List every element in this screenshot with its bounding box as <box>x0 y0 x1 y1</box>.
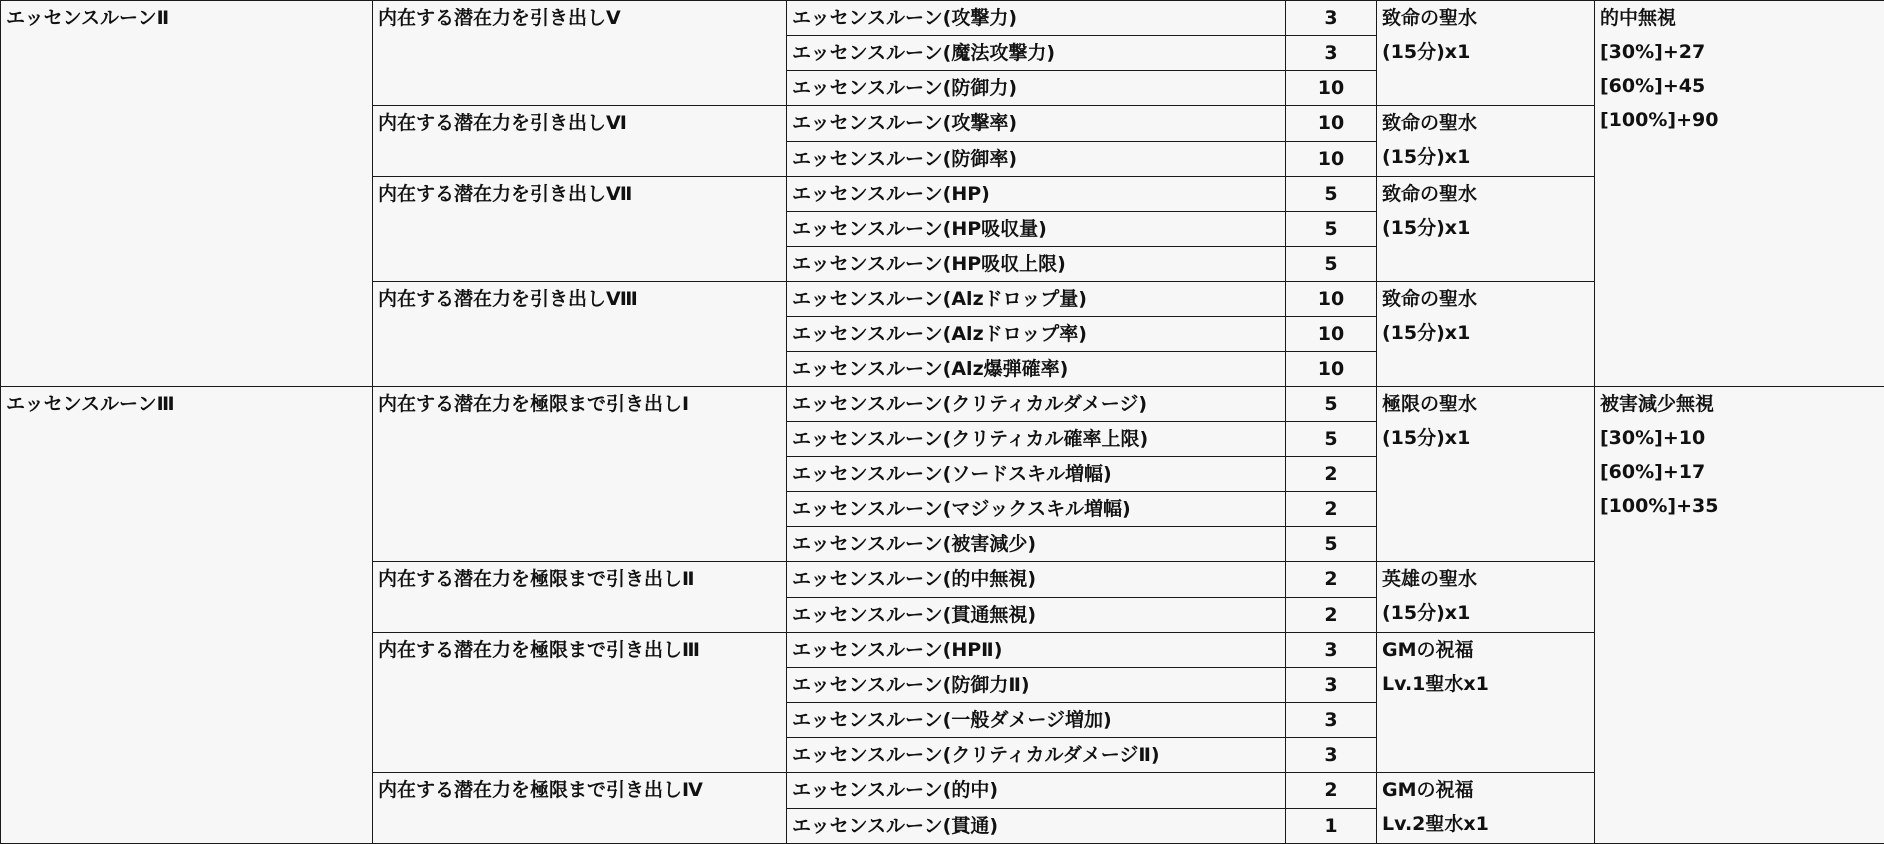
material-name-cell: エッセンスルーン(一般ダメージ増加) <box>787 703 1286 738</box>
material-name-cell: エッセンスルーン(Alzドロップ率) <box>787 317 1286 352</box>
material-count-cell: 2 <box>1286 457 1377 492</box>
reward-item-line: 致命の聖水 <box>1382 1 1589 35</box>
material-name-cell: エッセンスルーン(防御率) <box>787 141 1286 177</box>
material-name-cell: エッセンスルーン(攻撃率) <box>787 106 1286 142</box>
reward-item-cell <box>1377 177 1595 282</box>
material-count-cell: 5 <box>1286 527 1377 562</box>
reward-item-cell <box>1377 1 1595 106</box>
reward-item-cell <box>1377 106 1595 177</box>
bonus-line: [100%]+35 <box>1600 489 1879 523</box>
quest-cell: 内在する潜在力を極限まで引き出しⅡ <box>373 562 787 633</box>
material-name-cell: エッセンスルーン(被害減少) <box>787 527 1286 562</box>
material-name-cell: エッセンスルーン(貫通無視) <box>787 597 1286 633</box>
bonus-line: [30%]+10 <box>1600 421 1879 455</box>
material-count-cell: 5 <box>1286 247 1377 282</box>
material-count-cell: 5 <box>1286 422 1377 457</box>
reward-item-line: (15分)x1 <box>1382 140 1589 174</box>
reward-item-line: Lv.2聖水x1 <box>1382 807 1589 841</box>
reward-item-line: 致命の聖水 <box>1382 177 1589 211</box>
material-count-cell: 10 <box>1286 352 1377 387</box>
quest-cell: 内在する潜在力を引き出しⅧ <box>373 282 787 387</box>
reward-item-line: GMの祝福 <box>1382 773 1589 807</box>
reward-item-line: GMの祝福 <box>1382 633 1589 667</box>
bonus-line: [30%]+27 <box>1600 35 1879 69</box>
material-count-cell: 5 <box>1286 212 1377 247</box>
bonus-line: [60%]+17 <box>1600 455 1879 489</box>
material-count-cell: 10 <box>1286 282 1377 317</box>
material-count-cell: 3 <box>1286 668 1377 703</box>
reward-item-cell <box>1377 773 1595 844</box>
material-name-cell: エッセンスルーン(防御力Ⅱ) <box>787 668 1286 703</box>
quest-cell: 内在する潜在力を極限まで引き出しⅣ <box>373 773 787 844</box>
material-name-cell: エッセンスルーン(クリティカル確率上限) <box>787 422 1286 457</box>
rune-name-cell: エッセンスルーンⅡ <box>1 1 373 387</box>
material-name-cell: エッセンスルーン(防御力) <box>787 71 1286 106</box>
quest-cell: 内在する潜在力を極限まで引き出しⅠ <box>373 387 787 562</box>
material-name-cell: エッセンスルーン(クリティカルダメージ) <box>787 387 1286 422</box>
reward-item-line: 致命の聖水 <box>1382 282 1589 316</box>
reward-item-line: (15分)x1 <box>1382 596 1589 630</box>
quest-cell: 内在する潜在力を引き出しⅤ <box>373 1 787 106</box>
material-count-cell: 2 <box>1286 492 1377 527</box>
material-count-cell: 10 <box>1286 317 1377 352</box>
reward-item-cell <box>1377 562 1595 633</box>
reward-item-line: (15分)x1 <box>1382 211 1589 245</box>
bonus-line: [100%]+90 <box>1600 103 1879 137</box>
material-name-cell: エッセンスルーン(的中) <box>787 773 1286 809</box>
quest-cell: 内在する潜在力を引き出しⅥ <box>373 106 787 177</box>
material-count-cell: 10 <box>1286 106 1377 142</box>
table-row <box>1 387 1884 422</box>
material-name-cell: エッセンスルーン(マジックスキル増幅) <box>787 492 1286 527</box>
material-name-cell: エッセンスルーン(Alzドロップ量) <box>787 282 1286 317</box>
material-name-cell: エッセンスルーン(HP吸収量) <box>787 212 1286 247</box>
reward-item-line: (15分)x1 <box>1382 316 1589 350</box>
material-name-cell: エッセンスルーン(的中無視) <box>787 562 1286 598</box>
reward-item-line: (15分)x1 <box>1382 421 1589 455</box>
material-name-cell: エッセンスルーン(魔法攻撃力) <box>787 36 1286 71</box>
table-row <box>1 1 1884 36</box>
quest-cell: 内在する潜在力を極限まで引き出しⅢ <box>373 633 787 773</box>
reward-item-line: 致命の聖水 <box>1382 106 1589 140</box>
bonus-line: 被害減少無視 <box>1600 387 1879 421</box>
reward-item-cell <box>1377 387 1595 562</box>
reward-item-line: 英雄の聖水 <box>1382 562 1589 596</box>
reward-item-line: 極限の聖水 <box>1382 387 1589 421</box>
material-count-cell: 1 <box>1286 808 1377 844</box>
bonus-line: [60%]+45 <box>1600 69 1879 103</box>
material-count-cell: 3 <box>1286 703 1377 738</box>
rune-name-cell: エッセンスルーンⅢ <box>1 387 373 844</box>
material-count-cell: 3 <box>1286 738 1377 773</box>
material-name-cell: エッセンスルーン(HP) <box>787 177 1286 212</box>
material-name-cell: エッセンスルーン(Alz爆弾確率) <box>787 352 1286 387</box>
reward-item-cell <box>1377 282 1595 387</box>
material-name-cell: エッセンスルーン(攻撃力) <box>787 1 1286 36</box>
material-count-cell: 3 <box>1286 1 1377 36</box>
material-name-cell: エッセンスルーン(HP吸収上限) <box>787 247 1286 282</box>
material-name-cell: エッセンスルーン(ソードスキル増幅) <box>787 457 1286 492</box>
material-count-cell: 2 <box>1286 597 1377 633</box>
material-count-cell: 5 <box>1286 387 1377 422</box>
reward-item-line: (15分)x1 <box>1382 35 1589 69</box>
rune-table-body <box>1 1 1884 844</box>
material-name-cell: エッセンスルーン(貫通) <box>787 808 1286 844</box>
material-count-cell: 10 <box>1286 71 1377 106</box>
bonus-cell <box>1595 1 1884 387</box>
material-count-cell: 3 <box>1286 633 1377 668</box>
quest-cell: 内在する潜在力を引き出しⅦ <box>373 177 787 282</box>
reward-item-cell <box>1377 633 1595 773</box>
material-name-cell: エッセンスルーン(HPⅡ) <box>787 633 1286 668</box>
material-count-cell: 5 <box>1286 177 1377 212</box>
material-count-cell: 10 <box>1286 141 1377 177</box>
material-count-cell: 2 <box>1286 773 1377 809</box>
material-count-cell: 2 <box>1286 562 1377 598</box>
material-count-cell: 3 <box>1286 36 1377 71</box>
bonus-cell <box>1595 387 1884 844</box>
reward-item-line: Lv.1聖水x1 <box>1382 667 1589 701</box>
material-name-cell: エッセンスルーン(クリティカルダメージⅡ) <box>787 738 1286 773</box>
bonus-line: 的中無視 <box>1600 1 1879 35</box>
